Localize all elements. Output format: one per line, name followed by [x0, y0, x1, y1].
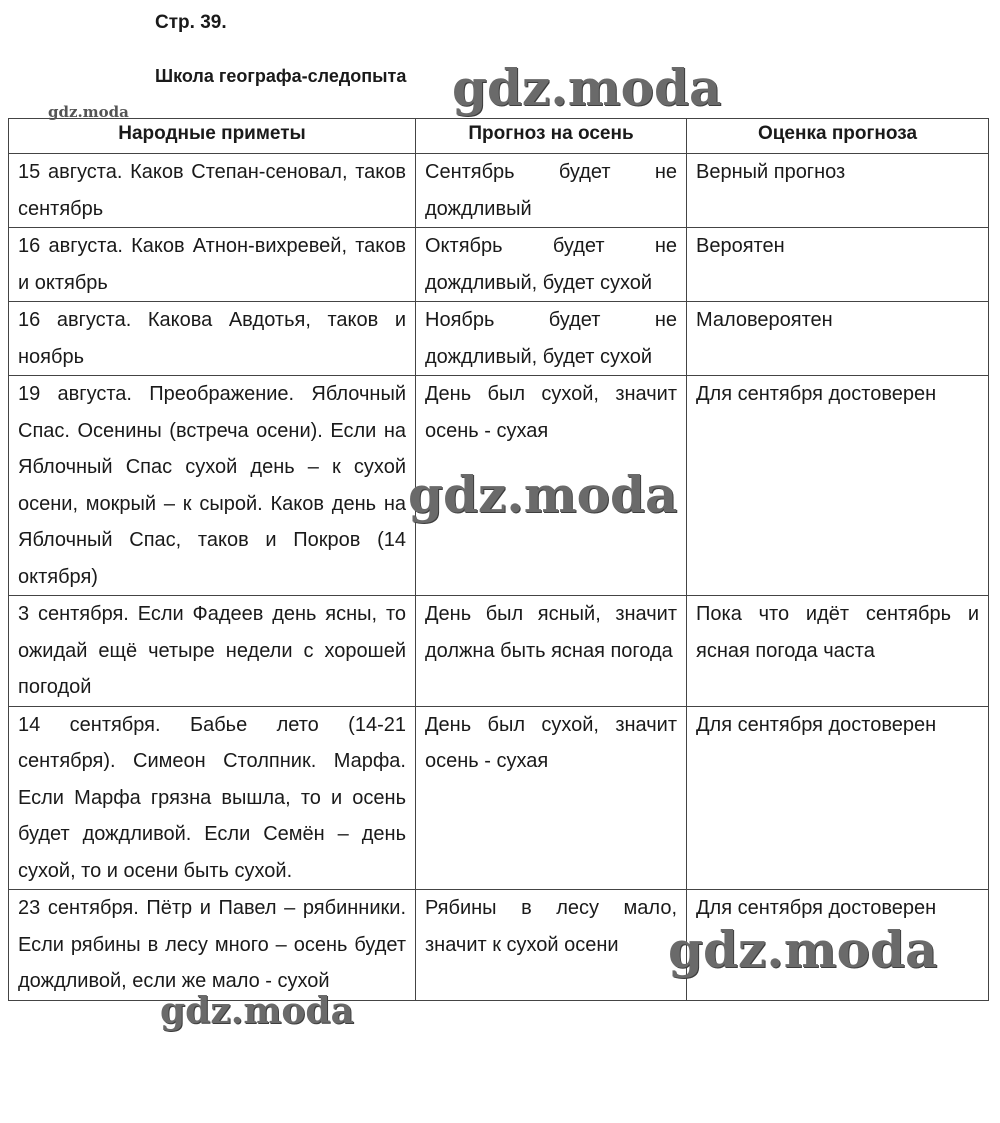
- watermark-middle: gdz.moda: [408, 465, 678, 524]
- cell-sign: 19 августа. Преображение. Яблочный Спас. Осенины (встреча осени). Если на Яблочный Спас сухой день – к сухой осени, мокрый – к сырой. Каков день на Яблочный Спас, таков и Покров (14 октября): [9, 376, 416, 596]
- watermark-bottom-left: gdz.moda: [160, 990, 354, 1032]
- cell-sign: 3 сентября. Если Фадеев день ясны, то ожидай ещё четыре недели с хорошей погодой: [9, 596, 416, 707]
- cell-sign: 15 августа. Каков Степан-сеновал, таков сентябрь: [9, 154, 416, 228]
- cell-assessment: Маловероятен: [687, 302, 989, 376]
- table-row: [9, 154, 989, 228]
- header-signs: Народные приметы: [9, 119, 416, 154]
- table-row: [9, 228, 989, 302]
- cell-sign: 16 августа. Каков Атнон-вихревей, таков и октябрь: [9, 228, 416, 302]
- page-number: Стр. 39.: [155, 12, 227, 33]
- watermark-small: gdz.moda: [48, 103, 129, 121]
- cell-forecast: День был сухой, значит осень - сухая: [416, 376, 687, 596]
- table-header-row: [9, 119, 989, 154]
- header-forecast: Прогноз на осень: [416, 119, 687, 154]
- cell-sign: 16 августа. Какова Авдотья, таков и ноябрь: [9, 302, 416, 376]
- cell-sign: 23 сентября. Пётр и Павел – рябинники. Если рябины в лесу много – осень будет дождливой, если же мало - сухой: [9, 890, 416, 1001]
- cell-assessment: Пока что идёт сентябрь и ясная погода часта: [687, 596, 989, 707]
- cell-assessment: Для сентября достоверен: [687, 890, 989, 1001]
- watermark-bottom-right: gdz.moda: [668, 920, 938, 979]
- cell-assessment: Верный прогноз: [687, 154, 989, 228]
- table-row: [9, 706, 989, 890]
- cell-sign: 14 сентября. Бабье лето (14-21 сентября). Симеон Столпник. Марфа. Если Марфа грязна вышла, то и осень будет дождливой. Если Семён – день сухой, то и осени быть сухой.: [9, 706, 416, 890]
- cell-assessment: Для сентября достоверен: [687, 376, 989, 596]
- table-row: [9, 596, 989, 707]
- section-title: Школа географа-следопыта: [155, 66, 407, 86]
- cell-forecast: День был ясный, значит должна быть ясная погода: [416, 596, 687, 707]
- header-assessment: Оценка прогноза: [687, 119, 989, 154]
- table-row: [9, 302, 989, 376]
- cell-forecast: Ноябрь будет не дождливый, будет сухой: [416, 302, 687, 376]
- watermark-top: gdz.moda: [452, 58, 722, 117]
- cell-forecast: Сентябрь будет не дождливый: [416, 154, 687, 228]
- cell-forecast: Октябрь будет не дождливый, будет сухой: [416, 228, 687, 302]
- cell-forecast: День был сухой, значит осень - сухая: [416, 706, 687, 890]
- forecast-table: [8, 118, 989, 1001]
- cell-forecast: Рябины в лесу мало, значит к сухой осени: [416, 890, 687, 1001]
- cell-assessment: Для сентября достоверен: [687, 706, 989, 890]
- cell-assessment: Вероятен: [687, 228, 989, 302]
